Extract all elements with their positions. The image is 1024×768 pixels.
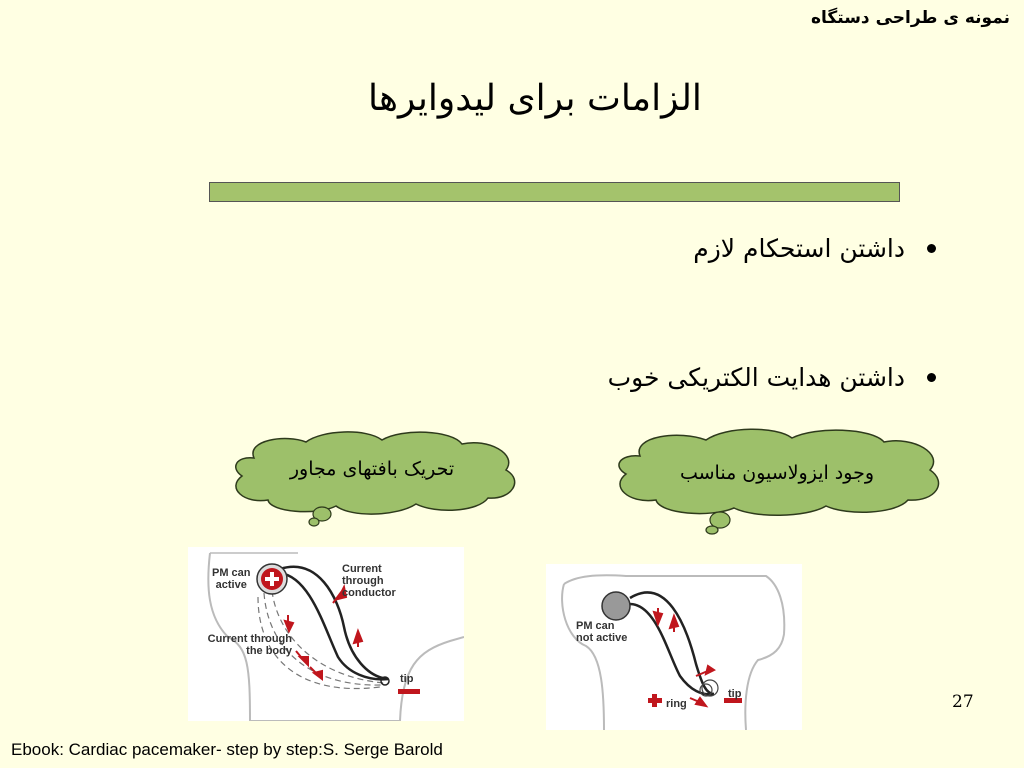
pm-label: PM can active bbox=[212, 567, 251, 591]
figure-inactive-pm bbox=[546, 564, 802, 730]
slide-title: الزامات برای لیدوایرها bbox=[368, 78, 702, 119]
source-citation: Ebook: Cardiac pacemaker- step by step:S. Serge Barold bbox=[11, 740, 443, 759]
ring-label: ring bbox=[666, 698, 687, 710]
cloud-text-right: وجود ایزولاسیون مناسب bbox=[679, 462, 875, 484]
thought-cloud-right bbox=[610, 426, 944, 538]
bullet-item-1 bbox=[693, 234, 936, 263]
current-body-label: Current through the body bbox=[207, 633, 292, 657]
pm-label: PM can not active bbox=[576, 620, 628, 644]
tip-label: tip bbox=[728, 688, 742, 700]
bullet-item-2 bbox=[608, 363, 936, 392]
bullet-text: داشتن هدایت الکتریکی خوب bbox=[607, 363, 905, 392]
bullet-text: داشتن استحکام لازم bbox=[693, 234, 905, 263]
bullet-dot-icon bbox=[927, 373, 936, 382]
cloud-text-left: تحریک بافتهای مجاور bbox=[289, 458, 455, 480]
current-conductor-label: Current through conductor bbox=[342, 563, 396, 599]
title-divider-bar bbox=[209, 182, 900, 202]
figure-active-pm bbox=[188, 547, 464, 721]
tip-label: tip bbox=[400, 673, 414, 685]
thought-cloud-left bbox=[226, 428, 518, 530]
bullet-dot-icon bbox=[927, 244, 936, 253]
section-label: نمونه ی طراحی دستگاه bbox=[810, 8, 1010, 28]
page-number: 27 bbox=[952, 692, 974, 712]
